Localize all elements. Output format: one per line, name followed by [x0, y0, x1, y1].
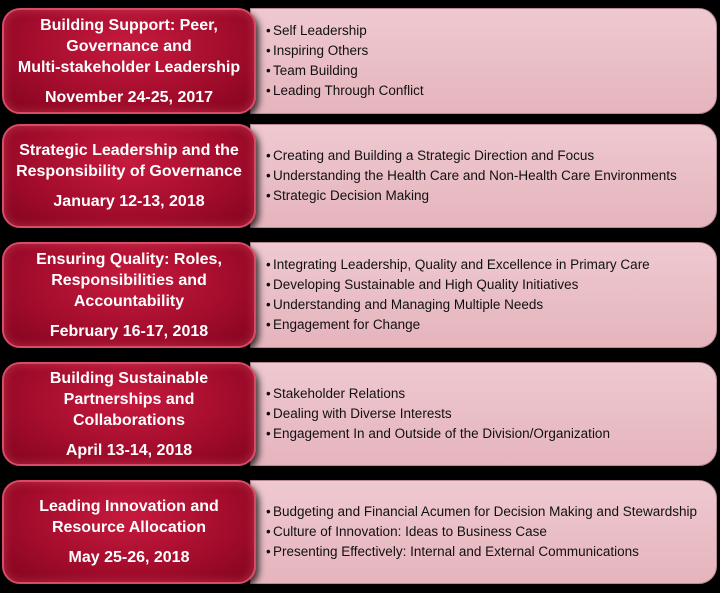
topic-item: • Presenting Effectively: Internal and External Communications: [266, 542, 698, 562]
session-date: April 13-14, 2018: [65, 441, 193, 459]
topic-item: • Creating and Building a Strategic Direction and Focus: [266, 146, 698, 166]
session-date: November 24-25, 2017: [44, 88, 214, 106]
topic-item: • Stakeholder Relations: [266, 384, 698, 404]
topic-item: • Developing Sustainable and High Quality Initiatives: [266, 275, 698, 295]
topic-item: • Dealing with Diverse Interests: [266, 404, 698, 424]
session-row-3: [0, 242, 720, 348]
topic-item: • Inspiring Others: [266, 41, 698, 61]
session-title: Leading Innovation and Resource Allocation: [39, 498, 219, 536]
topic-item: • Leading Through Conflict: [266, 81, 698, 101]
session-label-5: [2, 480, 256, 584]
topics-panel-3: [250, 242, 717, 348]
topic-item: • Understanding the Health Care and Non-Health Care Environments: [266, 166, 698, 186]
session-date: May 25-26, 2018: [68, 549, 190, 566]
topic-item: • Integrating Leadership, Quality and Excellence in Primary Care: [266, 255, 698, 275]
session-label-1: [2, 8, 256, 114]
topic-list-3: [266, 255, 698, 335]
topic-item: • Self Leadership: [266, 21, 698, 41]
topic-item: • Budgeting and Financial Acumen for Decision Making and Stewardship: [266, 502, 698, 522]
topic-list-5: [266, 502, 698, 562]
topics-panel-4: [250, 362, 717, 466]
topics-panel-1: [250, 8, 717, 114]
topic-list-2: [266, 146, 698, 206]
session-label-3: [2, 242, 256, 348]
topic-item: • Understanding and Managing Multiple Needs: [266, 295, 698, 315]
topic-item: • Culture of Innovation: Ideas to Business Case: [266, 522, 698, 542]
session-row-4: [0, 362, 720, 466]
session-row-1: [0, 8, 720, 114]
topic-item: • Engagement for Change: [266, 315, 698, 335]
topics-panel-5: [250, 480, 717, 584]
session-title: Building Sustainable Partnerships and Collaborations: [49, 369, 209, 429]
session-row-2: [0, 124, 720, 228]
session-title: Building Support: Peer, Governance and Multi-stakeholder Leadership: [17, 16, 241, 76]
session-label-4: [2, 362, 256, 466]
topic-list-1: [266, 21, 698, 101]
topic-item: • Team Building: [266, 61, 698, 81]
session-label-2: [2, 124, 256, 228]
session-row-5: [0, 480, 720, 584]
topics-panel-2: [250, 124, 717, 228]
session-title: Strategic Leadership and the Responsibility of Governance: [16, 142, 242, 180]
session-date: January 12-13, 2018: [53, 193, 205, 210]
topic-item: • Engagement In and Outside of the Division/Organization: [266, 424, 698, 444]
session-title: Ensuring Quality: Roles, Responsibilities and Accountability: [36, 250, 222, 310]
session-date: February 16-17, 2018: [49, 322, 209, 340]
topic-list-4: [266, 384, 698, 444]
topic-item: • Strategic Decision Making: [266, 186, 698, 206]
